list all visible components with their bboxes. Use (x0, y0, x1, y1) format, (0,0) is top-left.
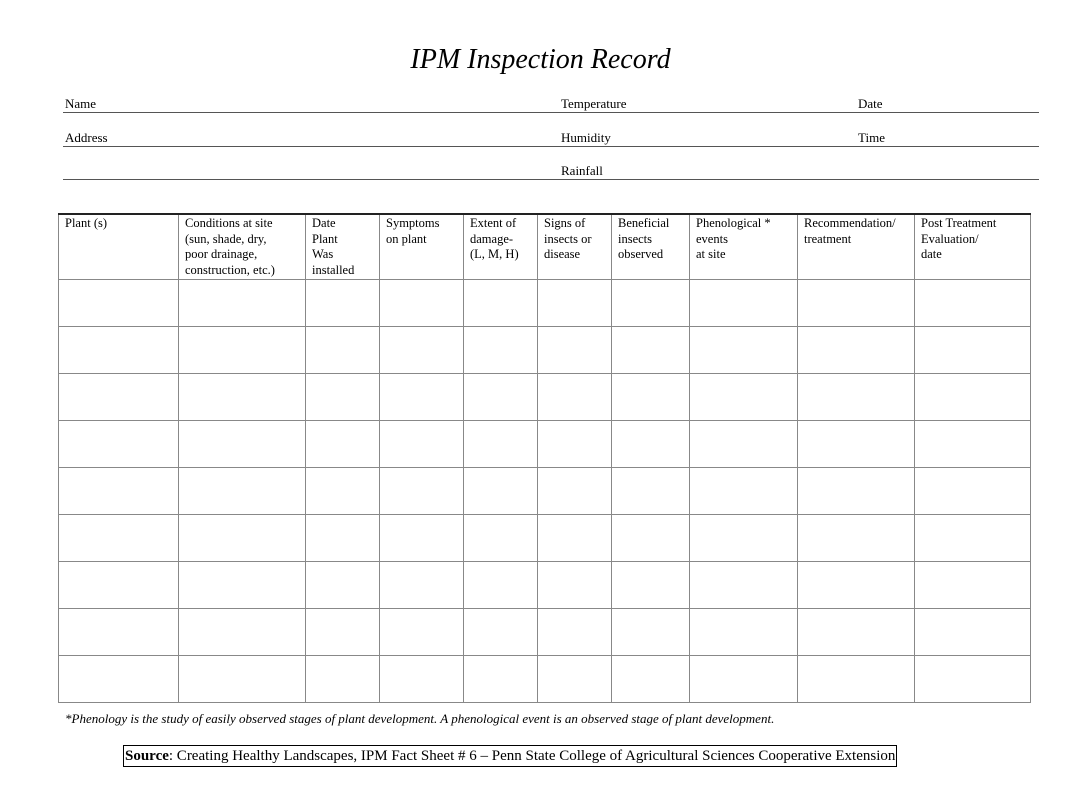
table-cell[interactable] (690, 609, 798, 656)
table-cell[interactable] (798, 468, 915, 515)
table-cell[interactable] (690, 327, 798, 374)
table-cell[interactable] (612, 562, 690, 609)
table-cell[interactable] (306, 374, 380, 421)
table-cell[interactable] (798, 656, 915, 703)
table-cell[interactable] (464, 515, 538, 562)
table-cell[interactable] (179, 562, 306, 609)
humidity-label: Humidity (561, 130, 611, 145)
column-header: Beneficial insects observed (612, 214, 690, 280)
footnote: *Phenology is the study of easily observed stages of plant development. A phenological event is an observed stage of plant development. (65, 711, 775, 726)
table-cell[interactable] (538, 656, 612, 703)
column-header: Date Plant Was installed (306, 214, 380, 280)
table-cell[interactable] (690, 515, 798, 562)
table-cell[interactable] (538, 515, 612, 562)
address-label: Address (65, 130, 108, 145)
source-box (123, 745, 897, 767)
table-cell[interactable] (380, 374, 464, 421)
table-cell[interactable] (59, 374, 179, 421)
table-cell[interactable] (380, 656, 464, 703)
table-cell[interactable] (690, 656, 798, 703)
table-cell[interactable] (798, 327, 915, 374)
inspection-table (58, 213, 1031, 703)
table-cell[interactable] (179, 327, 306, 374)
table-cell[interactable] (179, 468, 306, 515)
temperature-label: Temperature (561, 96, 627, 111)
table-cell[interactable] (179, 421, 306, 468)
table-cell[interactable] (306, 562, 380, 609)
table-cell[interactable] (59, 468, 179, 515)
table-row (59, 656, 1031, 703)
table-cell[interactable] (59, 656, 179, 703)
table-row (59, 280, 1031, 327)
table-cell[interactable] (612, 421, 690, 468)
table-cell[interactable] (798, 280, 915, 327)
table-cell[interactable] (798, 374, 915, 421)
table-cell[interactable] (306, 421, 380, 468)
table-cell[interactable] (306, 280, 380, 327)
table-cell[interactable] (464, 280, 538, 327)
table-cell[interactable] (179, 609, 306, 656)
table-cell[interactable] (179, 656, 306, 703)
table-cell[interactable] (59, 327, 179, 374)
table-cell[interactable] (538, 468, 612, 515)
column-header: Signs of insects or disease (538, 214, 612, 280)
table-cell[interactable] (59, 280, 179, 327)
table-cell[interactable] (306, 468, 380, 515)
table-cell[interactable] (798, 562, 915, 609)
table-row (59, 468, 1031, 515)
table-cell[interactable] (690, 562, 798, 609)
table-cell[interactable] (306, 609, 380, 656)
table-cell[interactable] (380, 468, 464, 515)
table-cell[interactable] (612, 374, 690, 421)
table-cell[interactable] (59, 421, 179, 468)
table-cell[interactable] (464, 374, 538, 421)
table-cell[interactable] (464, 562, 538, 609)
column-header: Plant (s) (59, 214, 179, 280)
table-row (59, 421, 1031, 468)
table-cell[interactable] (538, 280, 612, 327)
table-cell[interactable] (915, 656, 1031, 703)
table-cell[interactable] (306, 515, 380, 562)
column-header: Symptoms on plant (380, 214, 464, 280)
table-cell[interactable] (380, 609, 464, 656)
table-header-row (59, 214, 1031, 280)
table-cell[interactable] (915, 421, 1031, 468)
rainfall-label: Rainfall (561, 163, 603, 178)
divider (63, 112, 1039, 113)
column-header: Post Treatment Evaluation/ date (915, 214, 1031, 280)
table-row (59, 609, 1031, 656)
table-cell[interactable] (690, 280, 798, 327)
table-cell[interactable] (380, 327, 464, 374)
table-cell[interactable] (59, 515, 179, 562)
table-cell[interactable] (612, 515, 690, 562)
table-cell[interactable] (690, 421, 798, 468)
source-label: Source (125, 748, 169, 764)
table-cell[interactable] (179, 515, 306, 562)
table-cell[interactable] (538, 374, 612, 421)
table-cell[interactable] (380, 421, 464, 468)
table-cell[interactable] (538, 562, 612, 609)
page-title: IPM Inspection Record (410, 44, 671, 75)
table-cell[interactable] (690, 468, 798, 515)
table-row (59, 562, 1031, 609)
table-cell[interactable] (464, 421, 538, 468)
table-cell[interactable] (612, 327, 690, 374)
table-cell[interactable] (915, 468, 1031, 515)
column-header: Phenological * events at site (690, 214, 798, 280)
table-cell[interactable] (464, 656, 538, 703)
table-cell[interactable] (915, 515, 1031, 562)
table-cell[interactable] (612, 280, 690, 327)
table-cell[interactable] (464, 609, 538, 656)
table-cell[interactable] (798, 421, 915, 468)
table-cell[interactable] (538, 327, 612, 374)
table-cell[interactable] (306, 656, 380, 703)
table-cell[interactable] (380, 280, 464, 327)
table-cell[interactable] (915, 327, 1031, 374)
table-row (59, 515, 1031, 562)
table-cell[interactable] (612, 609, 690, 656)
table-cell[interactable] (538, 609, 612, 656)
column-header: Conditions at site (sun, shade, dry, poor drainage, construction, etc.) (179, 214, 306, 280)
date-label: Date (858, 96, 883, 111)
table-cell[interactable] (690, 374, 798, 421)
table-cell[interactable] (306, 327, 380, 374)
table-cell[interactable] (179, 374, 306, 421)
table-cell[interactable] (380, 515, 464, 562)
divider (63, 179, 1039, 180)
table-cell[interactable] (612, 468, 690, 515)
column-header: Extent of damage- (L, M, H) (464, 214, 538, 280)
name-label: Name (65, 96, 97, 111)
table-cell[interactable] (915, 374, 1031, 421)
table-cell[interactable] (798, 515, 915, 562)
column-header: Recommendation/ treatment (798, 214, 915, 280)
table-row (59, 327, 1031, 374)
table-cell[interactable] (59, 562, 179, 609)
table-cell[interactable] (464, 468, 538, 515)
table-cell[interactable] (915, 562, 1031, 609)
table-cell[interactable] (612, 656, 690, 703)
table-cell[interactable] (915, 609, 1031, 656)
table-cell[interactable] (538, 421, 612, 468)
divider (63, 146, 1039, 147)
table-cell[interactable] (380, 562, 464, 609)
table-cell[interactable] (59, 609, 179, 656)
source-text: : Creating Healthy Landscapes, IPM Fact Sheet # 6 – Penn State College of Agricultural Sciences Cooperative Extension (168, 748, 896, 764)
table-cell[interactable] (179, 280, 306, 327)
table-cell[interactable] (798, 609, 915, 656)
time-label: Time (858, 130, 885, 145)
table-cell[interactable] (915, 280, 1031, 327)
table-row (59, 374, 1031, 421)
table-cell[interactable] (464, 327, 538, 374)
